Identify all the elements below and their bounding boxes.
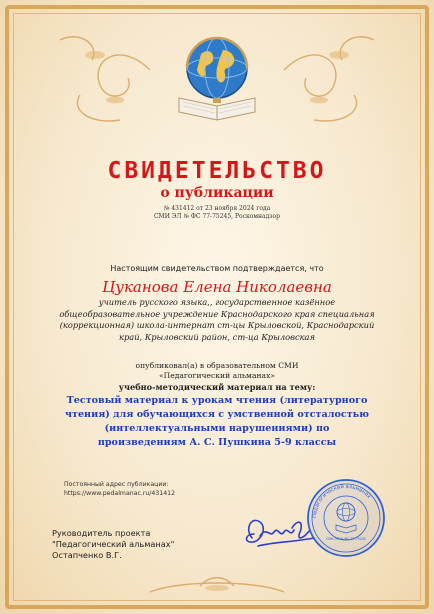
- certificate-subtitle: о публикации: [160, 185, 274, 201]
- certificate-number: № 431412 от 23 ноября 2024 года: [163, 205, 271, 212]
- material-title-line: Тестовый материал к урокам чтения (литературного: [66, 395, 368, 406]
- position-line: общеобразовательное учреждение Краснодарского края специальная: [59, 308, 375, 319]
- globe-on-open-book-icon: [167, 20, 267, 130]
- stamp-outer-text: Педагогический альманах: [311, 483, 372, 519]
- recipient-name: Цуканова Елена Николаевна: [102, 278, 332, 296]
- material-title-line: чтения) для обучающихся с умственной отсталостью: [64, 409, 370, 420]
- material-title-line: (интеллектуальными нарушениями) по: [104, 423, 330, 434]
- head-name: Остапченко В.Г.: [52, 550, 122, 560]
- publication-url[interactable]: https://www.pedalmanac.ru/431412: [64, 490, 176, 497]
- head-project: "Педагогический альманах": [52, 539, 175, 549]
- material-type: учебно-методический материал на тему:: [118, 382, 316, 392]
- address-label: Постоянный адрес публикации:: [64, 481, 169, 488]
- material-title: [52, 394, 382, 450]
- position-line: учитель русского языка,, государственное казённое: [98, 297, 336, 307]
- stamp-inner-text: СМИ ЭЛ № ФС 77-75245: [326, 537, 366, 541]
- head-title: Руководитель проекта: [52, 528, 151, 538]
- published-in-text: опубликовал(а) в образовательном СМИ: [135, 361, 299, 370]
- position-line: (коррекционная) школа-интернат ст-цы Крыловской, Краснодарский: [59, 320, 375, 331]
- confirmation-text: Настоящим свидетельством подтверждается, что: [110, 264, 324, 273]
- certificate-title: СВИДЕТЕЛЬСТВО: [107, 158, 327, 184]
- recipient-position: [58, 297, 376, 344]
- material-title-line: произведениям А. С. Пушкина 5-9 классы: [97, 437, 337, 448]
- media-name: «Педагогический альманах»: [158, 371, 276, 380]
- position-line: край, Крыловский район, ст-ца Крыловская: [118, 332, 316, 343]
- round-stamp-icon: [306, 478, 386, 558]
- smi-registration: СМИ ЭЛ № ФС 77-75245, Роскомнадзор: [153, 213, 281, 220]
